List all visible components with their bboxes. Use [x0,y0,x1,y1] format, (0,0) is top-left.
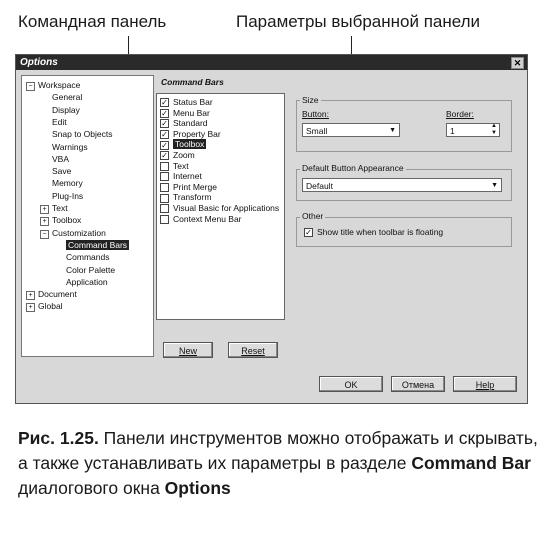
command-bar-label: Transform [173,192,212,203]
tree-item[interactable]: Toolbox [52,215,82,226]
dialog-title: Options [20,57,58,68]
checkbox-icon[interactable]: ✓ [161,119,168,129]
dropdown-arrow-icon: ▼ [491,182,498,189]
tree-expander-icon[interactable]: + [40,205,49,214]
tree-item[interactable]: Commands [66,252,110,263]
caption-bold-1: Command Bar [411,453,531,473]
command-bar-item[interactable] [160,139,206,149]
command-bar-label: Property Bar [173,128,221,139]
size-group-title: Size [302,95,319,105]
appearance-value: Default [306,181,333,191]
reset-button[interactable] [228,342,278,358]
checkbox-check-icon: ✓ [305,228,312,238]
checkbox-icon[interactable]: ✓ [161,140,168,150]
checkbox-icon[interactable]: ✓ [161,98,168,108]
options-dialog [15,54,528,404]
command-bar-label: Toolbox [175,139,205,150]
checkbox-icon[interactable]: ✓ [161,151,168,161]
close-button[interactable]: ✕ [511,57,524,69]
tree-expander-icon[interactable]: + [26,291,35,300]
tree-item[interactable]: Text [52,203,68,213]
tree-expander-icon[interactable]: + [26,303,35,312]
spinner-arrows-icon: ▲ ▼ [491,123,497,136]
tree-item[interactable]: Color Palette [66,264,116,275]
callout-command-bar: Командная панель [18,12,167,31]
show-title-checkbox[interactable] [304,227,443,237]
command-bar-label: Text [173,160,189,171]
command-bars-header: Command Bars [161,77,224,87]
command-bar-label: Menu Bar [173,107,210,118]
tree-item[interactable]: Memory [52,178,83,189]
command-bar-item[interactable] [160,97,213,107]
checkbox-icon[interactable]: ✓ [161,130,168,140]
tree-item[interactable]: VBA [52,153,70,164]
tree-expander-icon[interactable]: − [40,230,49,239]
command-bar-item[interactable] [160,161,189,171]
command-bar-item[interactable] [160,171,202,181]
tree-item[interactable]: Warnings [52,141,88,152]
caption-text-2: диалогового окна [18,478,165,498]
command-bar-item[interactable] [160,203,279,213]
command-bar-label: Print Merge [173,181,217,192]
command-bar-item[interactable] [160,182,217,192]
command-bar-item[interactable] [160,118,208,128]
command-bar-item[interactable] [160,108,210,118]
reset-button-label: Reset [241,346,265,356]
dialog-titlebar [16,55,527,70]
tree-item[interactable]: Global [38,301,63,312]
button-size-value: Small [306,126,328,136]
tree-item[interactable]: Edit [52,116,67,127]
help-button[interactable] [453,376,517,392]
command-bar-item[interactable] [160,214,242,224]
checkbox-icon[interactable] [160,194,169,203]
tree-item[interactable]: Save [52,166,72,177]
dropdown-arrow-icon: ▼ [389,127,396,134]
border-spinner[interactable] [446,123,500,137]
command-bar-item[interactable] [160,129,221,139]
callout-panel-parameters: Параметры выбранной панели [236,12,481,31]
figure-caption [18,426,538,501]
checkbox-icon[interactable] [160,215,169,224]
cancel-button[interactable] [391,376,445,392]
tree-item[interactable]: General [52,92,83,103]
show-title-label: Show title when toolbar is floating [317,227,444,237]
figure-number: Рис. 1.25. [18,428,99,448]
help-button-label: Help [475,380,495,390]
new-button-label: New [178,346,197,356]
appearance-group-title: Default Button Appearance [302,163,404,173]
tree-item[interactable]: Application [66,276,108,287]
command-bar-label: Internet [173,171,202,182]
checkbox-icon[interactable] [160,162,169,171]
tree-item[interactable]: Display [52,104,80,115]
command-bar-label: Standard [173,118,208,129]
tree-item[interactable]: Snap to Objects [52,129,113,140]
other-group-title: Other [302,211,324,221]
tree-item[interactable]: Customization [52,227,106,238]
options-tree[interactable] [21,75,154,357]
command-bar-item[interactable] [160,150,195,160]
new-button[interactable] [163,342,213,358]
command-bar-label: Zoom [173,150,195,160]
ok-button-label: OK [344,380,358,390]
border-value: 1 [450,126,455,136]
cancel-button-label: Отмена [401,380,435,390]
button-size-select[interactable] [302,123,400,137]
tree-expander-icon[interactable]: + [40,217,49,226]
tree-item[interactable]: Command Bars [68,239,128,250]
command-bar-label: Visual Basic for Applications [173,203,280,213]
appearance-select[interactable] [302,178,502,192]
checkbox-icon[interactable]: ✓ [161,108,168,118]
command-bar-item[interactable] [160,192,211,202]
caption-text-1: Панели инструментов можно отображать и скрывать, а также устанавливать их параметры в разделе [18,428,538,473]
ok-button[interactable] [319,376,383,392]
command-bar-label: Status Bar [173,97,213,107]
tree-item[interactable]: Plug-Ins [52,190,84,201]
tree-item[interactable]: Workspace [38,80,81,90]
caption-bold-2: Options [164,478,231,498]
button-size-label: Button: [302,109,329,119]
tree-item[interactable]: Document [38,289,77,300]
border-label: Border: [446,109,474,119]
checkbox-icon[interactable] [160,172,169,181]
command-bars-list[interactable] [156,93,285,320]
checkbox-icon[interactable] [160,204,169,213]
checkbox-icon[interactable] [160,183,169,192]
command-bar-label: Context Menu Bar [173,213,242,224]
tree-expander-icon[interactable]: − [26,82,35,91]
